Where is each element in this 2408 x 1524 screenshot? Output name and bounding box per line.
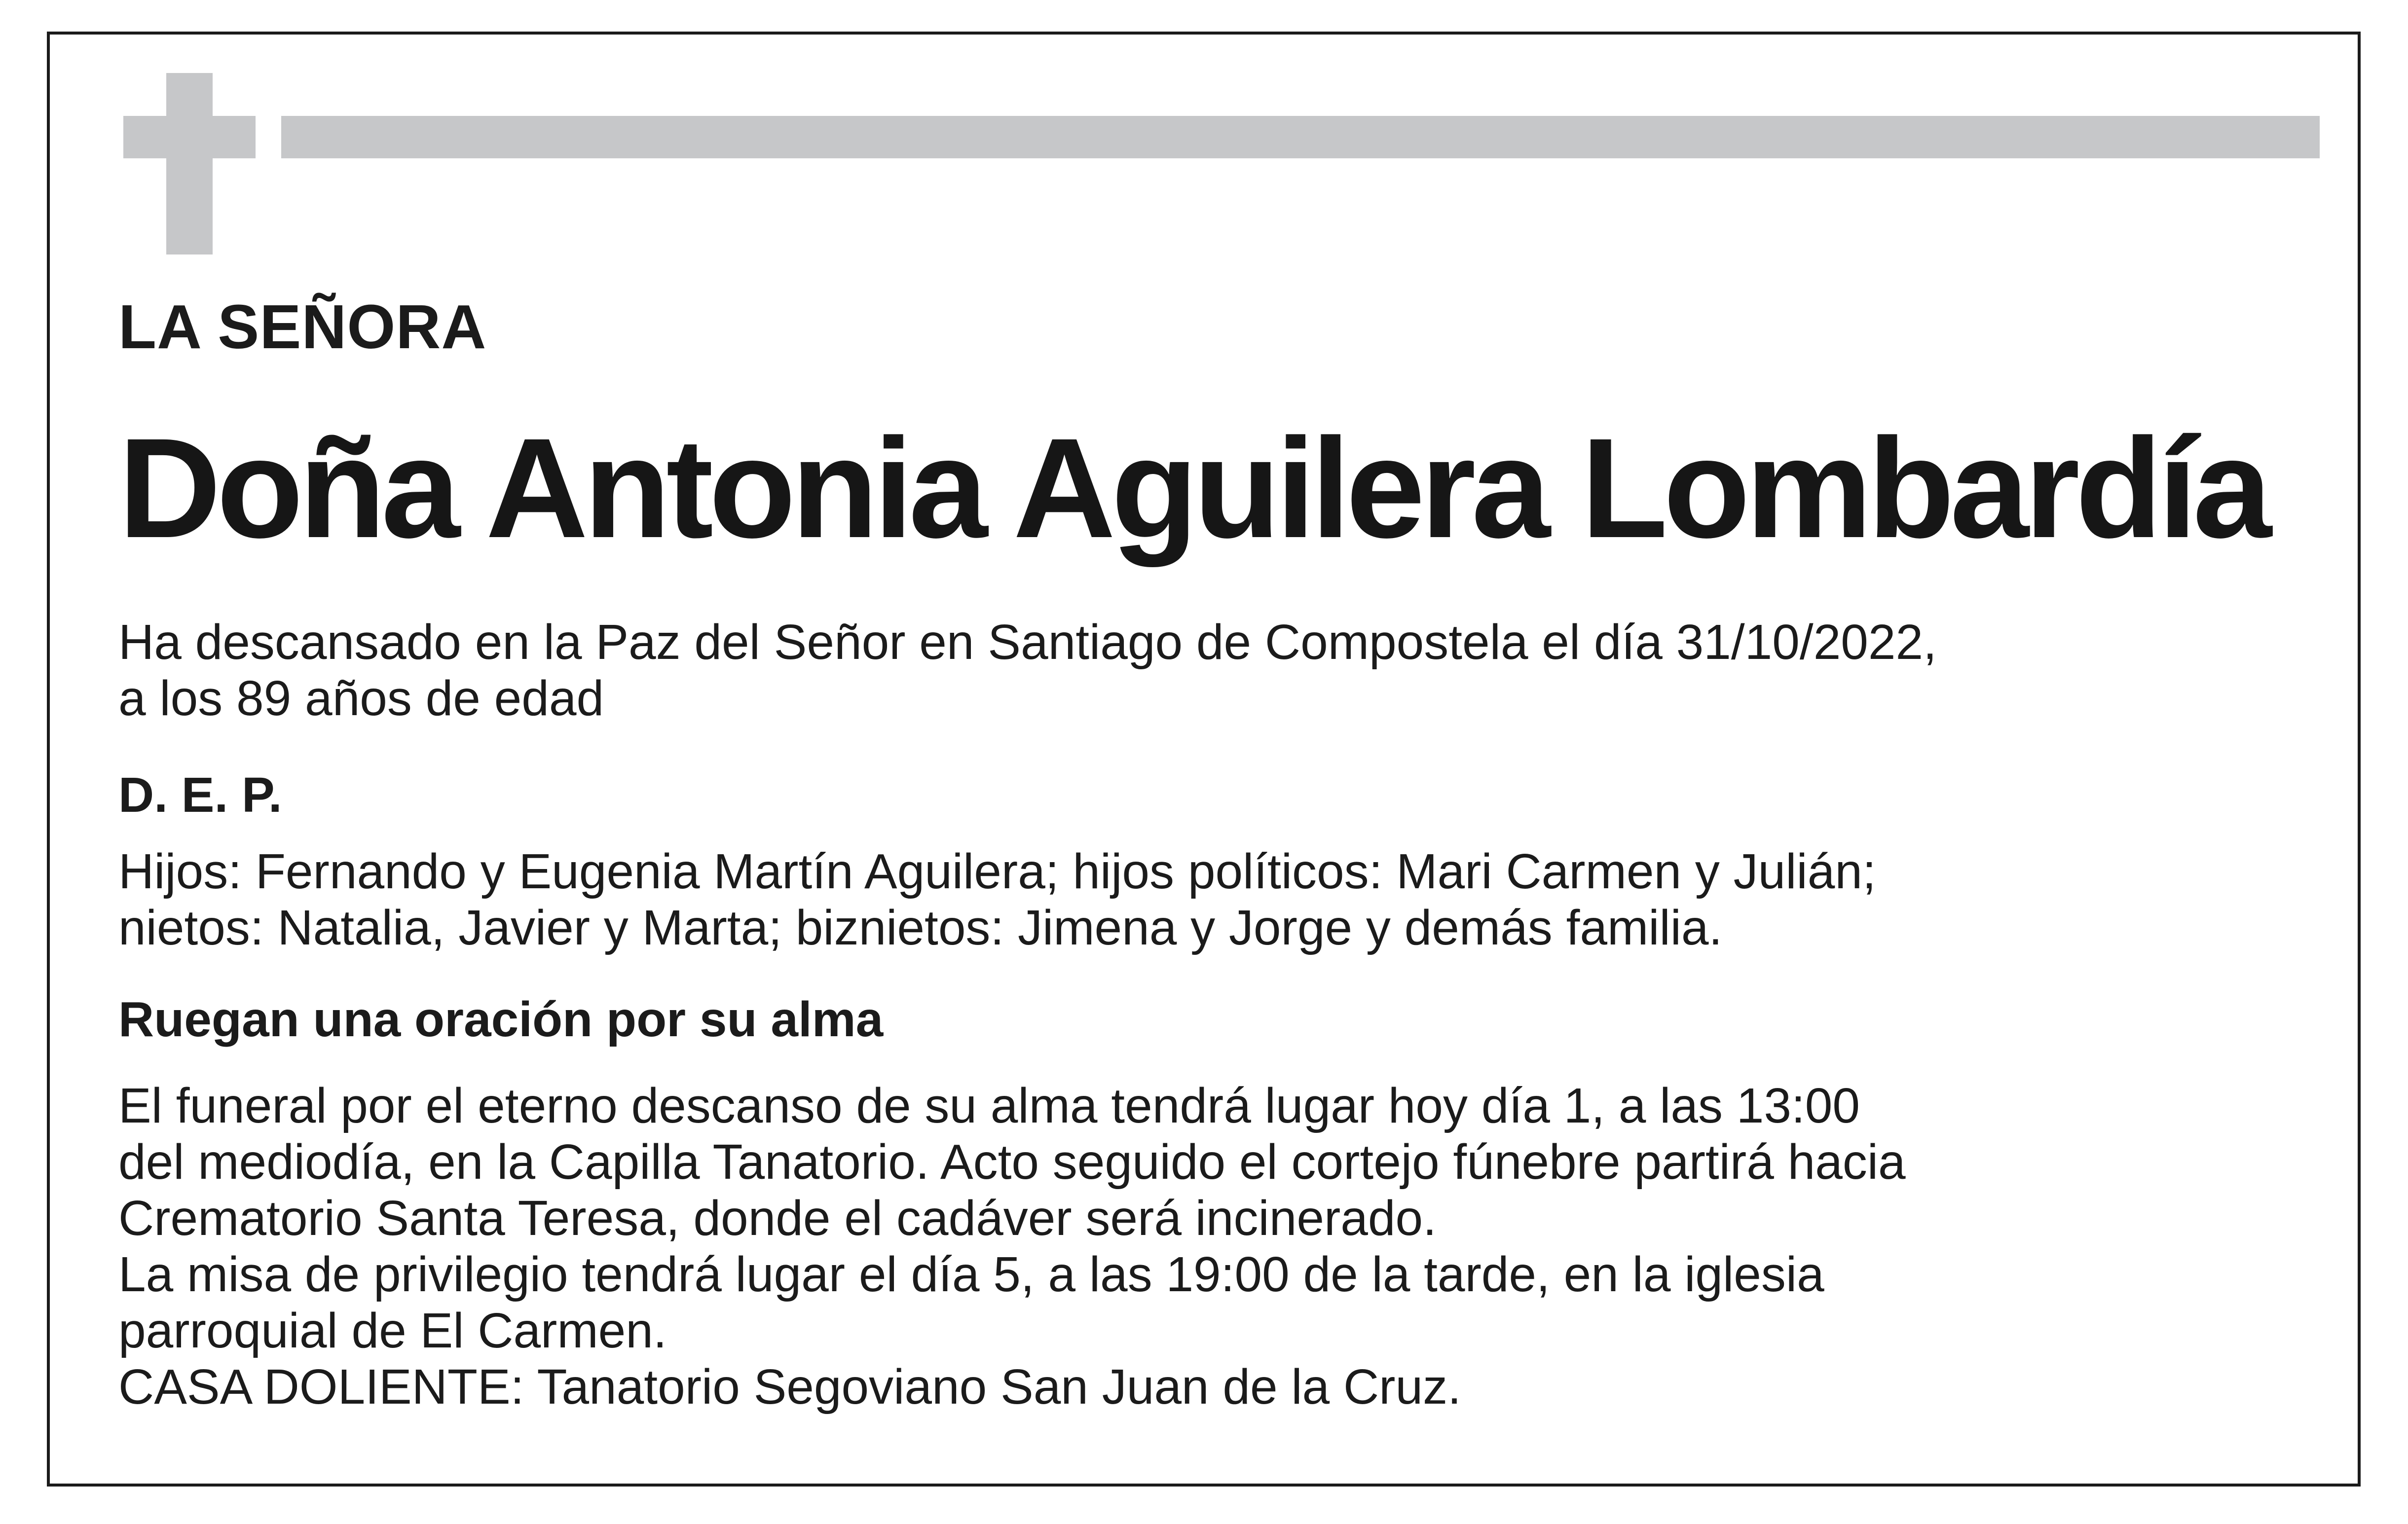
details-line: parroquial de El Carmen. <box>118 1303 667 1358</box>
honorific-label: LA SEÑORA <box>118 292 487 362</box>
family-line: Hijos: Fernando y Eugenia Martín Aguilera; hijos políticos: Mari Carmen y Julián; <box>118 844 1876 899</box>
deceased-name: Doña Antonia Aguilera Lombardía <box>118 409 2267 568</box>
announcement-line: a los 89 años de edad <box>118 671 604 726</box>
details-line: Crematorio Santa Teresa, donde el cadáver será incinerado. <box>118 1191 1437 1246</box>
announcement-line: Ha descansado en la Paz del Señor en Santiago de Compostela el día 31/10/2022, <box>118 615 1937 670</box>
details-line: CASA DOLIENTE: Tanatorio Segoviano San Juan de la Cruz. <box>118 1359 1461 1415</box>
prayer-request: Ruegan una oración por su alma <box>118 992 884 1047</box>
family-paragraph <box>118 843 1876 956</box>
rip-label: D. E. P. <box>118 767 282 823</box>
details-paragraph <box>118 1078 1906 1415</box>
header-rule <box>281 116 2320 158</box>
cross-icon <box>166 73 213 254</box>
cross-icon-arm <box>123 116 256 158</box>
details-line: del mediodía, en la Capilla Tanatorio. Acto seguido el cortejo fúnebre partirá hacia <box>118 1134 1906 1190</box>
announcement-paragraph <box>118 614 1937 726</box>
family-line: nietos: Natalia, Javier y Marta; biznietos: Jimena y Jorge y demás familia. <box>118 900 1723 955</box>
details-line: La misa de privilegio tendrá lugar el día 5, a las 19:00 de la tarde, en la iglesia <box>118 1247 1824 1302</box>
details-line: El funeral por el eterno descanso de su alma tendrá lugar hoy día 1, a las 13:00 <box>118 1078 1860 1133</box>
